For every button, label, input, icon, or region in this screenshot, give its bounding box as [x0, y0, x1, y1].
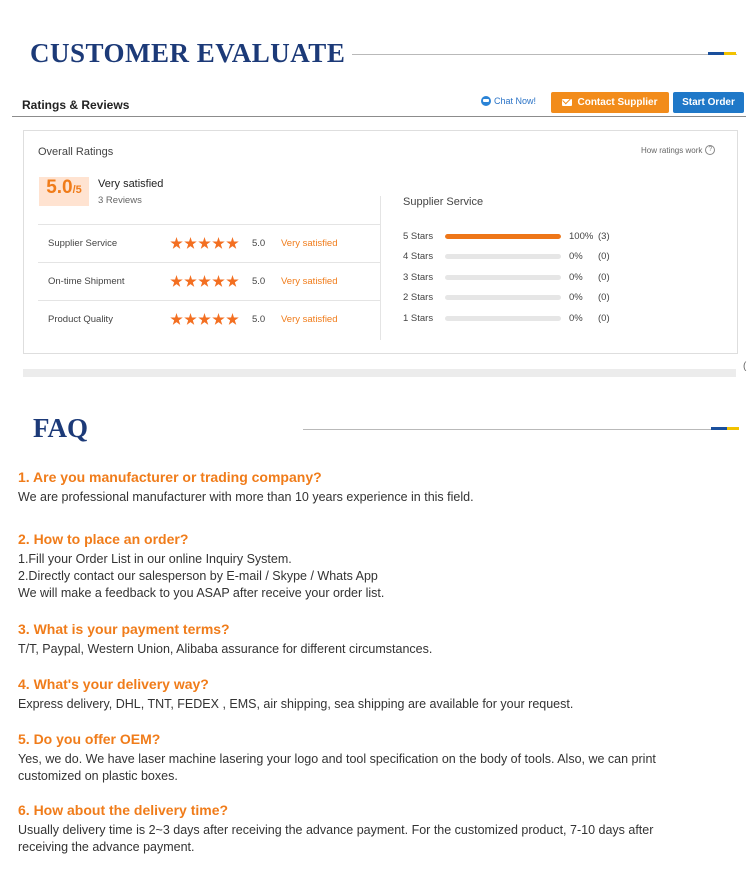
criteria-label-on-time-shipment: On-time Shipment: [48, 276, 125, 287]
faq-answer-line: 1.Fill your Order List in our online Inquiry System.: [18, 552, 292, 566]
faq-answer-line: Yes, we do. We have laser machine lasering your logo and tool specification on the body of tools. Also, we can print: [18, 752, 656, 766]
breakdown-percent: 100%: [569, 231, 594, 242]
faq-mark-blue: [711, 427, 727, 430]
star-icon: [170, 275, 183, 288]
how-ratings-work-label: How ratings work: [641, 145, 703, 155]
ratings-reviews-title: Ratings & Reviews: [22, 98, 130, 112]
criteria-verdict-supplier-service: Very satisfied: [281, 238, 338, 249]
criteria-verdict-on-time-shipment: Very satisfied: [281, 276, 338, 287]
faq-answer-line: We are professional manufacturer with more than 10 years experience in this field.: [18, 490, 474, 504]
faq-answer-line: T/T, Paypal, Western Union, Alibaba assurance for different circumstances.: [18, 642, 433, 656]
faq-question: 6. How about the delivery time?: [18, 802, 229, 818]
contact-supplier-button[interactable]: [551, 92, 669, 113]
faq-question: 2. How to place an order?: [18, 531, 189, 547]
criteria-score-product-quality: 5.0: [252, 314, 266, 325]
criteria-score-supplier-service: 5.0: [252, 238, 266, 249]
overall-ratings-label: Overall Ratings: [38, 146, 114, 158]
breakdown-bar-track: [445, 254, 561, 259]
ratings-card-scroll-strip: [23, 369, 736, 377]
star-icon: [184, 313, 197, 326]
breakdown-bar-track: [445, 275, 561, 280]
ratings-header-divider: [12, 116, 746, 117]
breakdown-bar-track: [445, 295, 561, 300]
star-icon: [184, 275, 197, 288]
star-icon: [226, 275, 239, 288]
faq-divider: [303, 429, 737, 430]
star-icon: [198, 237, 211, 250]
criteria-row-line: [38, 300, 380, 301]
question-circle-icon: ?: [705, 145, 715, 155]
start-order-button[interactable]: [673, 92, 744, 113]
breakdown-percent: 0%: [569, 313, 583, 324]
review-count: 3 Reviews: [98, 195, 142, 206]
star-icon: [198, 275, 211, 288]
breakdown-count: (0): [598, 313, 610, 324]
start-order-label: Start Order: [682, 97, 735, 108]
faq-answer-line: Express delivery, DHL, TNT, FEDEX , EMS, air shipping, sea shipping are available for your request.: [18, 697, 574, 711]
evaluate-mark-blue: [708, 52, 724, 55]
faq-answer-line: We will make a feedback to you ASAP after receive your order list.: [18, 586, 385, 600]
faq-answer-line: customized on plastic boxes.: [18, 769, 178, 783]
overall-summary: Very satisfied: [98, 178, 164, 190]
chat-bubble-icon: [481, 96, 491, 106]
criteria-row-line: [38, 262, 380, 263]
chat-now-link[interactable]: [481, 96, 536, 106]
evaluate-title: CUSTOMER EVALUATE: [30, 38, 346, 68]
evaluate-divider: [352, 54, 737, 55]
star-icon: [212, 313, 225, 326]
criteria-label-product-quality: Product Quality: [48, 314, 113, 325]
faq-answer-line: 2.Directly contact our salesperson by E-mail / Skype / Whats App: [18, 569, 378, 583]
pane-divider: [380, 196, 381, 340]
criteria-label-supplier-service: Supplier Service: [48, 238, 118, 249]
envelope-icon: [562, 99, 572, 106]
how-ratings-work-link[interactable]: [641, 145, 715, 155]
edge-glyph: (: [743, 361, 747, 372]
breakdown-percent: 0%: [569, 272, 583, 283]
faq-title: FAQ: [33, 413, 88, 443]
evaluate-mark-yellow: [724, 52, 736, 55]
breakdown-label: 5 Stars: [403, 231, 434, 242]
star-icon: [198, 313, 211, 326]
breakdown-percent: 0%: [569, 251, 583, 262]
criteria-score-on-time-shipment: 5.0: [252, 276, 266, 287]
star-icon: [170, 237, 183, 250]
criteria-stars-supplier-service: [170, 237, 239, 250]
faq-answer-line: receiving the advance payment.: [18, 840, 195, 854]
overall-score: 5.0: [46, 177, 73, 198]
star-icon: [212, 237, 225, 250]
faq-question: 3. What is your payment terms?: [18, 621, 230, 637]
breakdown-label: 4 Stars: [403, 251, 434, 262]
faq-mark-yellow: [727, 427, 739, 430]
breakdown-bar-track: [445, 316, 561, 321]
criteria-stars-on-time-shipment: [170, 275, 239, 288]
chat-now-label: Chat Now!: [494, 96, 537, 106]
overall-score-badge: [39, 177, 89, 206]
criteria-stars-product-quality: [170, 313, 239, 326]
breakdown-count: (0): [598, 272, 610, 283]
faq-question: 4. What's your delivery way?: [18, 676, 209, 692]
faq-answer-line: Usually delivery time is 2~3 days after receiving the advance payment. For the customized product, 7-10 days after: [18, 823, 654, 837]
breakdown-percent: 0%: [569, 292, 583, 303]
star-icon: [184, 237, 197, 250]
breakdown-label: 2 Stars: [403, 292, 434, 303]
overall-score-max: /5: [72, 184, 82, 196]
faq-question: 5. Do you offer OEM?: [18, 731, 161, 747]
breakdown-bar-track: [445, 234, 561, 239]
star-icon: [212, 275, 225, 288]
breakdown-label: 3 Stars: [403, 272, 434, 283]
star-icon: [226, 313, 239, 326]
star-icon: [226, 237, 239, 250]
criteria-verdict-product-quality: Very satisfied: [281, 314, 338, 325]
breakdown-bar-fill: [445, 234, 561, 239]
faq-question: 1. Are you manufacturer or trading company?: [18, 469, 322, 485]
star-icon: [170, 313, 183, 326]
breakdown-label: 1 Stars: [403, 313, 434, 324]
breakdown-count: (0): [598, 251, 610, 262]
contact-supplier-label: Contact Supplier: [577, 97, 658, 108]
breakdown-count: (3): [598, 231, 610, 242]
breakdown-count: (0): [598, 292, 610, 303]
criteria-row-top-line: [38, 224, 380, 225]
breakdown-title: Supplier Service: [403, 196, 484, 208]
